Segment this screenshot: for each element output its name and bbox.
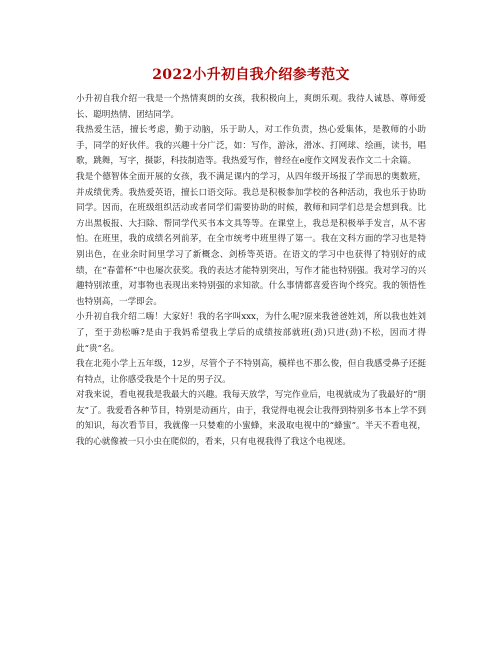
- paragraph-intro-two: 小升初自我介绍二嗨！大家好！我的名字叫xxx，为什么呢?原来我爸爸姓刘，所以我也姓刘了，至于劲松嘛?是由于我妈希望我上学后的成绩按部就班(劲)只进(劲)不松，因而才得此“贵”名。: [76, 312, 426, 354]
- document-title: 2022小升初自我介绍参考范文: [152, 67, 350, 83]
- paragraph-hobbies: 我热爱生活，擅长考虑，勤于动脑，乐于助人，对工作负责，热心爱集体，是教师的小助手，同学的好伙伴。我的兴趣十分广泛，如：写作，游泳，滑冰、打网球、绘画，读书，唱歌，跳舞，写字，摄影，科技制造等。我热爱写作，曾经在e度作文网发表作文二十余篇。: [76, 125, 426, 167]
- paragraph-school: 我在北苑小学上五年级，12岁，尽管个子不特别高，模样也不那么俊，但自我感受鼻子还挺有特点，让你感受我是个十足的男子汉。: [76, 359, 426, 385]
- paragraph-study: 我是个德智体全面开展的女孩，我不满足课内的学习，从四年级开场报了学而思的奥数班，并成绩优秀。我热爱英语，擅长口语交际。我总是积极参加学校的各种活动，我也乐于协助同学。因而，在班级组织活动或者同学们需要协助的时候，教师和同学们总是会想到我。比方出黑板报、大扫除、帮同学代买书本文具等等。在课堂上，我总是积极举手发言，从不害怕。在班里，我的成绩名列前茅，在全市统考中班里得了第一。我在文科方面的学习也是特别出色，在业余时间里学习了新概念、剑桥等英语。在语文的学习中也获得了特别好的成绩，在“春蕾杯”中也屡次获奖。我的表达才能特别突出，写作才能也特别强。我对学习的兴趣特别浓重，对事物也表现出来特别强的求知欲。什么事情都喜爱咨询个终究。我的领悟性也特别高，一学即会。: [76, 171, 426, 307]
- document-page: [76, 64, 426, 451]
- paragraph-intro: 小升初自我介绍一我是一个热情爽朗的女孩，我积极向上，爽朗乐观。我待人诚恳、尊师爱长、聪明热情、团结同学。: [76, 94, 426, 120]
- paragraph-tv: 对我来说，看电视我是我最大的兴趣。我每天放学，写完作业后，电视就成为了我最好的“朋友”了。我爱看各种节目，特别是动画片，由于，我觉得电视会让我得到特别多书本上学不到的知识，每次看节目，我就像一只婪难的小蜜蜂，来汲取电视中的“蜂蜜”。半天不看电视，我的心就像被一只小虫在爬似的，看来，只有电视我得了我这个电视迷。: [76, 390, 426, 448]
